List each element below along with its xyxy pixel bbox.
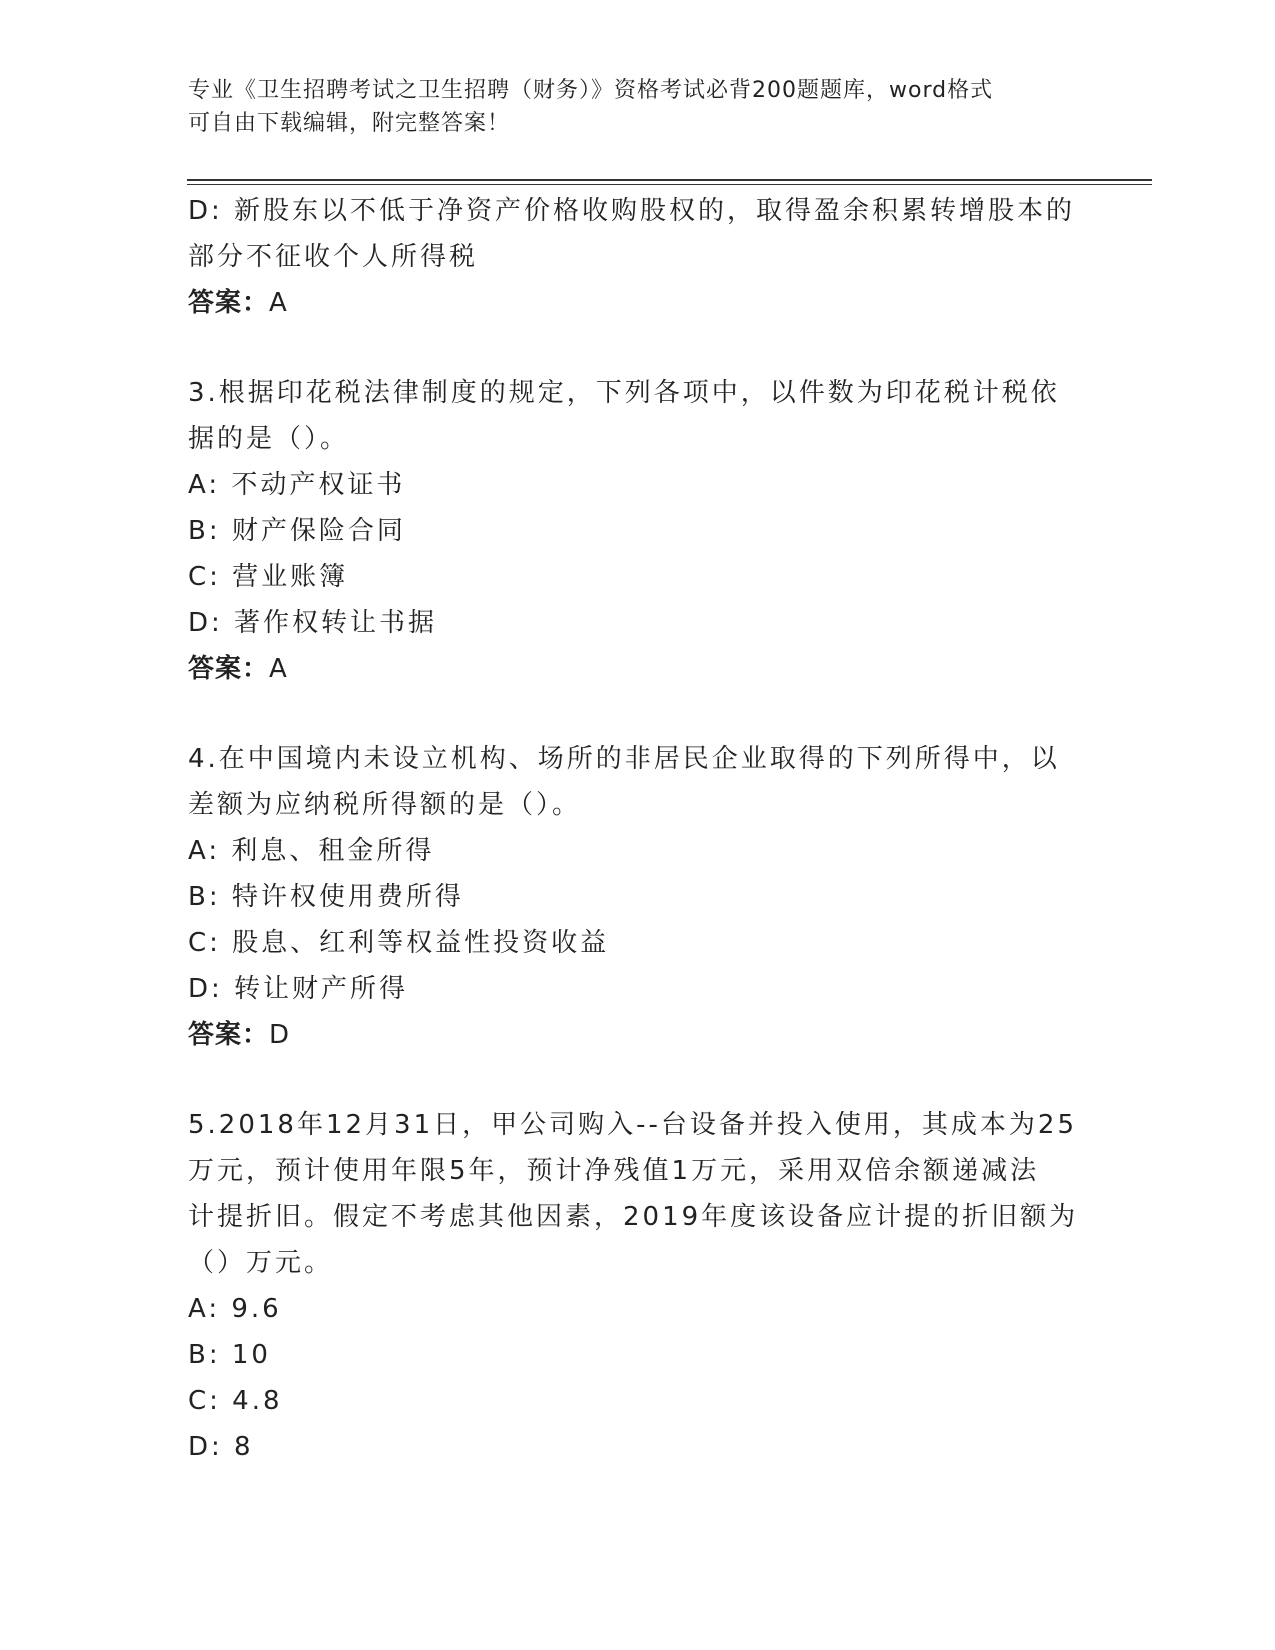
document-body <box>188 188 1088 1470</box>
question-stem: 4.在中国境内未设立机构、场所的非居民企业取得的下列所得中，以 <box>188 744 1060 774</box>
answer-value: A <box>269 654 288 684</box>
answer-line <box>188 646 1088 692</box>
document-header <box>188 74 1088 140</box>
option-a: A: 利息、租金所得 <box>188 836 435 866</box>
question-stem: 据的是（）。 <box>188 424 350 454</box>
question-stem: 计提折旧。假定不考虑其他因素，2019年度该设备应计提的折旧额为 <box>188 1202 1079 1232</box>
header-title-line-1: 专业《卫生招聘考试之卫生招聘（财务）》资格考试必背200题题库，word格式 <box>188 78 994 103</box>
option-d: D: 新股东以不低于净资产价格收购股权的，取得盈余积累转增股本的 <box>188 196 1076 226</box>
question-2-continued <box>188 188 1088 326</box>
answer-line <box>188 280 1088 326</box>
question-stem: 差额为应纳税所得额的是（）。 <box>188 790 582 820</box>
question-stem: 万元，预计使用年限5年，预计净残值1万元，采用双倍余额递减法 <box>188 1156 1040 1186</box>
question-stem: 3.根据印花税法律制度的规定，下列各项中，以件数为印花税计税依 <box>188 378 1060 408</box>
option-b: B: 特许权使用费所得 <box>188 882 464 912</box>
option-b: B: 财产保险合同 <box>188 516 406 546</box>
option-d: D: 8 <box>188 1432 254 1462</box>
option-b: B: 10 <box>188 1340 271 1370</box>
header-divider-thin <box>187 184 1152 185</box>
answer-value: D <box>269 1020 291 1050</box>
header-divider-thick <box>187 179 1152 181</box>
spacer <box>188 1058 1088 1102</box>
answer-label: 答案： <box>188 1020 270 1050</box>
answer-value: A <box>269 288 288 318</box>
spacer <box>188 692 1088 736</box>
option-c: C: 营业账簿 <box>188 562 349 592</box>
question-stem: 5.2018年12月31日，甲公司购入--台设备并投入使用，其成本为25 <box>188 1110 1077 1140</box>
question-3 <box>188 370 1088 692</box>
answer-label: 答案： <box>188 288 270 318</box>
option-d: D: 著作权转让书据 <box>188 608 438 638</box>
option-a: A: 9.6 <box>188 1294 282 1324</box>
option-d: D: 转让财产所得 <box>188 974 409 1004</box>
option-c: C: 4.8 <box>188 1386 283 1416</box>
question-5 <box>188 1102 1088 1470</box>
question-4 <box>188 736 1088 1058</box>
header-title-line-2: 可自由下载编辑，附完整答案！ <box>188 111 511 136</box>
option-a: A: 不动产权证书 <box>188 470 406 500</box>
spacer <box>188 326 1088 370</box>
answer-label: 答案： <box>188 654 270 684</box>
question-stem: （）万元。 <box>188 1248 334 1278</box>
option-c: C: 股息、红利等权益性投资收益 <box>188 928 610 958</box>
answer-line <box>188 1012 1088 1058</box>
option-d-continued: 部分不征收个人所得税 <box>188 242 479 272</box>
